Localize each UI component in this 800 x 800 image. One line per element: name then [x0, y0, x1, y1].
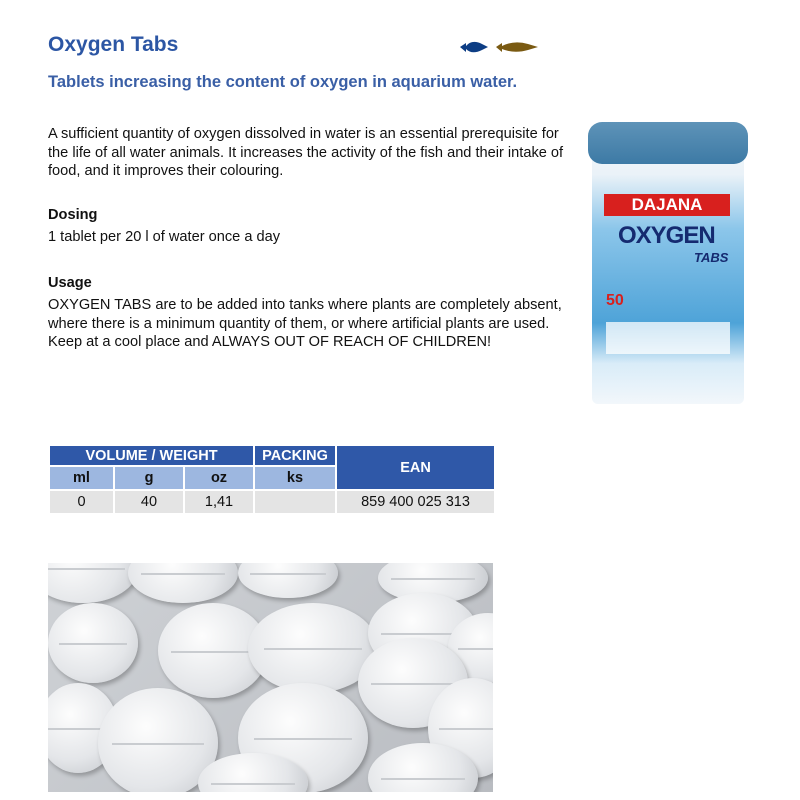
subtitle: Tablets increasing the content of oxygen in aquarium water. — [48, 73, 518, 91]
usage-text: OXYGEN TABS are to be added into tanks where plants are completely absent, where there is a minimum quantity of them, or where artificial plants are used. Keep at a cool place and ALWAYS OUT OF REACH OF CHILDREN! — [48, 297, 562, 350]
jar-lid — [588, 122, 748, 164]
ean-header: EAN — [336, 445, 495, 490]
jar-info-label — [606, 322, 730, 354]
col-oz: oz — [184, 466, 254, 490]
intro-text: A sufficient quantity of oxygen dissolved in water is an essential prerequisite for the life of all water animals. It increases the activity of the fish and their intake of food, and it improves their colouring. — [48, 126, 564, 179]
col-g: g — [114, 466, 184, 490]
product-name: OXYGEN — [618, 222, 715, 249]
fish-icons — [458, 38, 540, 58]
brown-fish-icon — [496, 42, 538, 52]
col-ks: ks — [254, 466, 336, 490]
dosing-text: 1 tablet per 20 l of water once a day — [48, 229, 281, 245]
tablets-photo — [48, 563, 493, 792]
cell-ks — [254, 490, 336, 514]
page-title: Oxygen Tabs — [48, 33, 179, 56]
volume-weight-header: VOLUME / WEIGHT — [49, 445, 254, 466]
cell-ml: 0 — [49, 490, 114, 514]
col-ml: ml — [49, 466, 114, 490]
tablet-count: 50 — [606, 292, 624, 309]
brand-label: DAJANA — [604, 194, 730, 216]
dosing-heading: Dosing — [48, 207, 98, 223]
product-image — [588, 122, 748, 406]
usage-heading: Usage — [48, 275, 92, 291]
blue-fish-icon — [460, 42, 488, 52]
cell-oz: 1,41 — [184, 490, 254, 514]
table-row — [49, 490, 495, 514]
product-table — [48, 444, 496, 515]
product-sub: TABS — [694, 250, 729, 265]
cell-g: 40 — [114, 490, 184, 514]
packing-header: PACKING — [254, 445, 336, 466]
cell-ean: 859 400 025 313 — [336, 490, 495, 514]
